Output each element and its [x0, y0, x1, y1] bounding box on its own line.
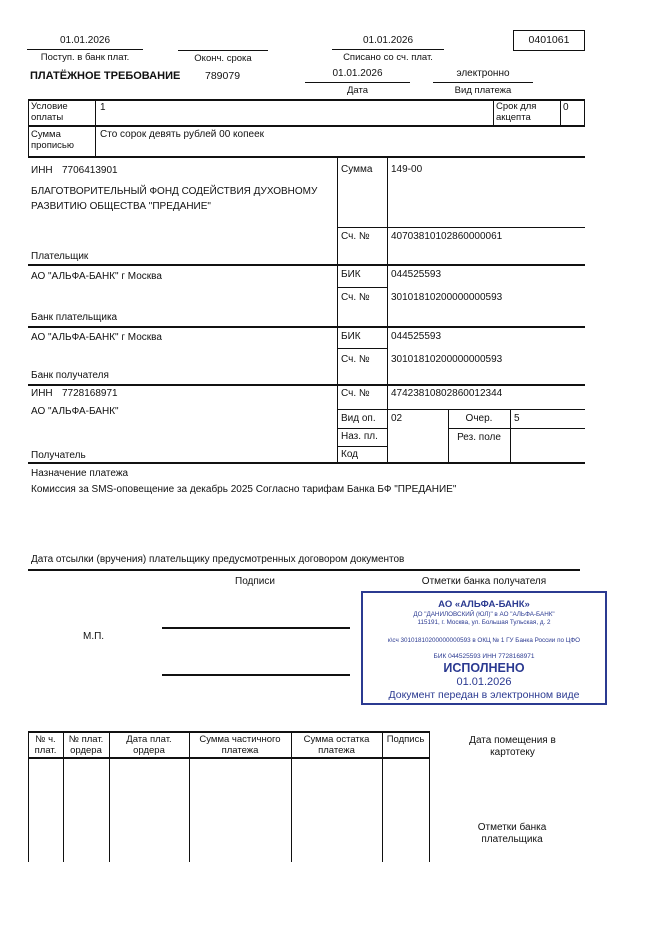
beneficiary-inn: 7728168971: [62, 388, 118, 399]
grid-line: [337, 227, 585, 228]
grid-line: [28, 156, 585, 158]
column-header-partial-amount: Сумма частичного платежа: [199, 734, 281, 756]
amount-in-words: Сто сорок девять рублей 00 копеек: [100, 129, 265, 140]
reserve-field-label: Рез. поле: [457, 432, 501, 443]
payer-inn-label: ИНН: [31, 165, 53, 176]
stamp-place-label: М.П.: [83, 631, 105, 642]
accept-term-label: Срок для акцепта: [496, 101, 537, 123]
beneficiary-bank-bik: 044525593: [391, 331, 442, 342]
stamp-bik-inn: БИК 044525593 ИНН 7728168971: [433, 653, 535, 660]
stamp-status: ИСПОЛНЕНО: [443, 661, 525, 675]
signature-line: [162, 627, 350, 629]
column-header-signature: Подпись: [386, 734, 425, 745]
form-code-box: 0401061: [513, 30, 585, 51]
document-date: 01.01.2026: [332, 68, 383, 79]
amount-in-words-label: Сумма прописью: [31, 129, 74, 151]
payer-bank-name: АО "АЛЬФА-БАНК" г Москва: [31, 271, 162, 282]
received-in-bank-date: 01.01.2026: [59, 35, 111, 46]
grid-line: [584, 99, 585, 126]
payer-bank-marks-label: Отметки банка плательщика: [477, 822, 547, 845]
grid-line: [429, 731, 430, 862]
beneficiary-account: 47423810802860012344: [391, 388, 503, 399]
grid-line: [28, 125, 585, 127]
grid-line: [382, 731, 383, 862]
grid-line: [493, 99, 494, 126]
payer-section-label: Плательщик: [31, 251, 89, 262]
beneficiary-bank-bik-label: БИК: [341, 331, 361, 342]
column-header-remaining-amount: Сумма остатка платежа: [303, 734, 370, 756]
debited-from-account-date: 01.01.2026: [362, 35, 414, 46]
payer-account: 40703810102860000061: [391, 231, 503, 242]
payer-bank-bik: 044525593: [391, 269, 442, 280]
beneficiary-bank-account-label: Сч. №: [341, 354, 370, 365]
grid-line: [28, 264, 585, 266]
beneficiary-bank-section-label: Банк получателя: [31, 370, 109, 381]
signature-line: [162, 674, 350, 676]
purpose-code-label: Наз. пл.: [341, 431, 378, 442]
grid-line: [448, 428, 585, 429]
grid-line: [28, 99, 29, 126]
grid-line: [28, 731, 429, 733]
beneficiary-name: АО "АЛЬФА-БАНК": [31, 406, 119, 417]
payment-condition-label: Условие оплаты: [31, 101, 68, 123]
debited-from-account-label: Списано со сч. плат.: [343, 52, 433, 63]
grid-line: [337, 446, 387, 447]
beneficiary-section-label: Получатель: [31, 450, 86, 461]
priority-label: Очер.: [465, 413, 493, 424]
stamp-date: 01.01.2026: [456, 676, 512, 688]
code-label: Код: [341, 449, 359, 460]
grid-line: [27, 49, 143, 50]
operation-type-value: 02: [391, 413, 403, 424]
beneficiary-bank-name: АО "АЛЬФА-БАНК" г Москва: [31, 332, 162, 343]
grid-line: [28, 384, 585, 386]
column-header-order-date: Дата плат. ордера: [126, 734, 172, 756]
document-number: 789079: [205, 70, 241, 82]
document-title: ПЛАТЁЖНОЕ ТРЕБОВАНИЕ: [30, 70, 181, 82]
grid-line: [28, 757, 429, 759]
beneficiary-account-label: Сч. №: [341, 388, 370, 399]
amount-value: 149-00: [391, 164, 423, 175]
accept-term-value: 0: [563, 102, 569, 113]
grid-line: [510, 409, 511, 463]
payment-purpose-label: Назначение платежа: [31, 468, 129, 479]
payment-purpose-text: Комиссия за SMS-оповещение за декабрь 2025 Согласно тарифам Банка БФ "ПРЕДАНИЕ": [31, 484, 457, 495]
grid-line: [337, 348, 387, 349]
payer-bank-section-label: Банк плательщика: [31, 312, 118, 323]
grid-line: [433, 82, 533, 83]
beneficiary-inn-label: ИНН: [31, 388, 53, 399]
priority-value: 5: [514, 413, 520, 424]
grid-line: [28, 326, 585, 328]
grid-line: [28, 569, 580, 571]
date-label: Дата: [346, 85, 369, 96]
payer-inn: 7706413901: [62, 165, 118, 176]
payment-condition-value: 1: [100, 102, 106, 113]
grid-line: [178, 50, 268, 51]
received-in-bank-label: Поступ. в банк плат.: [40, 52, 130, 63]
payer-name: БЛАГОТВОРИТЕЛЬНЫЙ ФОНД СОДЕЙСТВИЯ ДУХОВНОМУ РАЗВИТИЮ ОБЩЕСТВА "ПРЕДАНИЕ": [31, 186, 318, 212]
beneficiary-bank-account: 30101810200000000593: [391, 354, 503, 365]
stamp-note: Документ передан в электронном виде: [388, 689, 580, 701]
grid-line: [28, 125, 29, 156]
grid-line: [95, 125, 96, 156]
payer-bank-account: 30101810200000000593: [391, 292, 503, 303]
stamp-corr-account: к\сч 30101810200000000593 в ОКЦ № 1 ГУ Банка России по ЦФО: [387, 637, 581, 644]
payer-bank-account-label: Сч. №: [341, 292, 370, 303]
grid-line: [337, 428, 387, 429]
grid-line: [560, 99, 561, 126]
grid-line: [332, 49, 444, 50]
bank-execution-stamp: [361, 591, 607, 705]
grid-line: [337, 157, 338, 463]
grid-line: [387, 157, 388, 463]
beneficiary-bank-marks-label: Отметки банка получателя: [421, 576, 547, 587]
column-header-partial-number: № ч. плат.: [34, 734, 57, 756]
payment-kind-value: электронно: [456, 68, 510, 79]
payer-account-label: Сч. №: [341, 231, 370, 242]
card-file-date-label: Дата помещения в картотеку: [469, 735, 556, 758]
amount-label: Сумма: [341, 164, 373, 175]
stamp-address: 115191, г. Москва, ул. Большая Тульская, д. 2: [417, 619, 551, 626]
stamp-bank-name: АО «АЛЬФА-БАНК»: [438, 599, 530, 610]
operation-type-label: Вид оп.: [341, 413, 376, 424]
payment-kind-label: Вид платежа: [454, 85, 512, 96]
dispatch-date-label: Дата отсылки (вручения) плательщику предусмотренных договором документов: [31, 554, 405, 565]
grid-line: [95, 99, 96, 126]
signatures-label: Подписи: [235, 576, 275, 587]
grid-line: [337, 409, 585, 410]
grid-line: [28, 462, 585, 464]
grid-line: [337, 287, 387, 288]
stamp-branch: ДО "ДАНИЛОВСКИЙ (ЮЛ)" в АО "АЛЬФА-БАНК": [413, 611, 555, 618]
grid-line: [305, 82, 410, 83]
column-header-order-number: № плат. ордера: [68, 734, 104, 756]
payer-bank-bik-label: БИК: [341, 269, 361, 280]
end-of-term-label: Оконч. срока: [194, 53, 252, 64]
